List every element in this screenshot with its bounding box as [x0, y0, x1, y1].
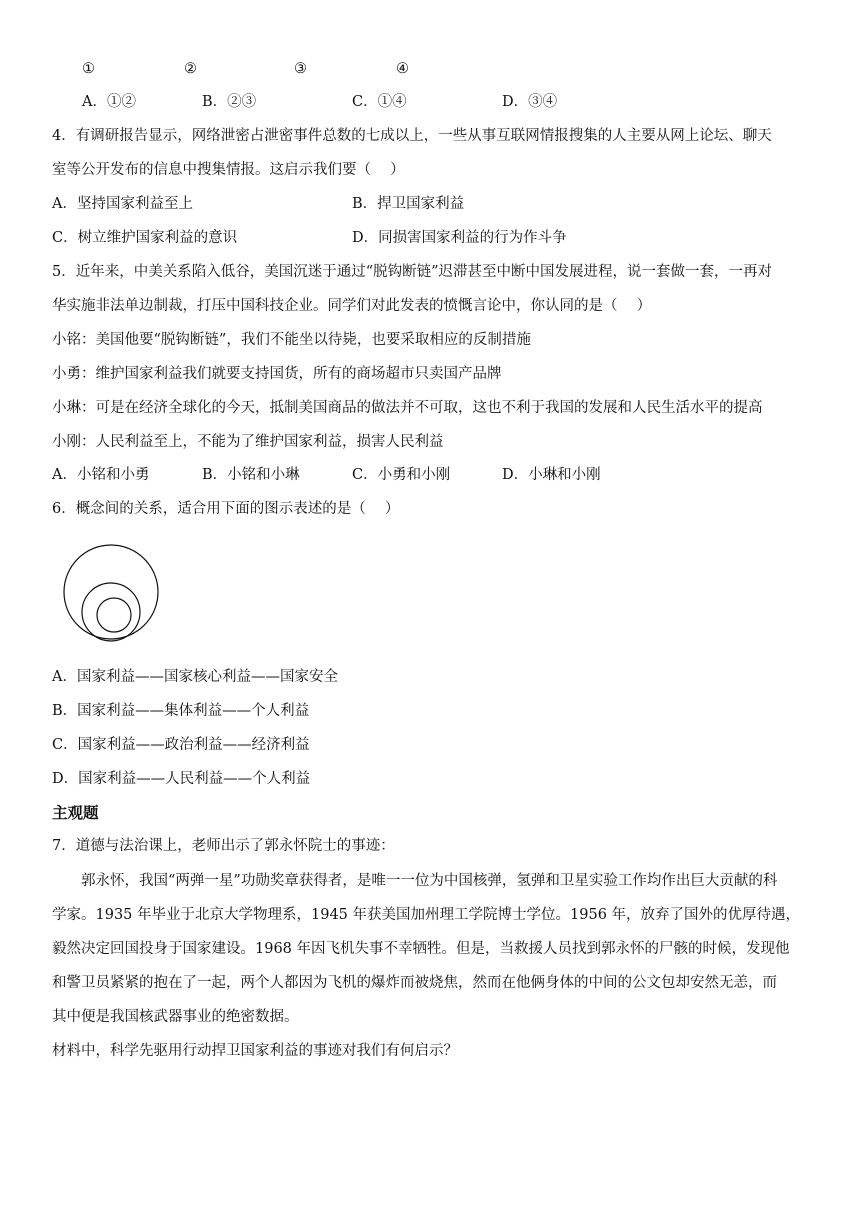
marker-1: ① — [82, 61, 95, 77]
q4-option-b: B．捍卫国家利益 — [352, 196, 465, 212]
q5-stem-line-1: 5．近年来，中美关系陷入低谷，美国沉迷于通过“脱钩断链”迟滞甚至中断中国发展进程，说一套做一套，一再对 — [52, 264, 773, 280]
q3-option-d: D．③④ — [502, 94, 558, 110]
q7-stem: 7．道德与法治课上，老师出示了郭永怀院士的事迹： — [52, 838, 395, 854]
q7-question: 材料中，科学先驱用行动捍卫国家利益的事迹对我们有何启示？ — [52, 1043, 458, 1059]
q4-option-c: C．树立维护国家利益的意识 — [52, 230, 238, 246]
q5-option-c: C．小勇和小刚 — [352, 467, 451, 483]
q5-option-d: D．小琳和小刚 — [502, 467, 601, 483]
q5-statement-4: 小刚：人民利益至上，不能为了维护国家利益，损害人民利益 — [52, 434, 444, 450]
q3-option-c: C．①④ — [352, 94, 407, 110]
q5-option-a: A．小铭和小勇 — [52, 467, 150, 483]
q5-statement-2: 小勇：维护国家利益我们就要支持国货，所有的商场超市只卖国产品牌 — [52, 366, 502, 382]
outer-circle — [64, 545, 158, 639]
q7-material-line-1: 郭永怀，我国“两弹一星”功勋奖章获得者，是唯一一位为中国核弹，氢弹和卫星实验工作均作出巨大贡献的科 — [52, 873, 778, 889]
nested-circles-diagram — [62, 536, 162, 652]
q5-stem-line-2: 华实施非法单边制裁，打压中国科技企业。同学们对此发表的愤慨言论中，你认同的是（ ） — [52, 298, 652, 314]
marker-4: ④ — [396, 61, 409, 77]
marker-3: ③ — [294, 61, 307, 77]
section-title: 主观题 — [52, 804, 99, 822]
q7-material-line-2: 学家。1935 年毕业于北京大学物理系，1945 年获美国加州理工学院博士学位。1956 年，放弃了国外的优厚待遇， — [52, 907, 801, 923]
q5-statement-3: 小琳：可是在经济全球化的今天，抵制美国商品的做法并不可取，这也不利于我国的发展和人民生活水平的提高 — [52, 400, 763, 416]
q3-option-b: B．②③ — [202, 94, 257, 110]
q6-option-d: D．国家利益——人民利益——个人利益 — [52, 771, 311, 787]
q7-material-line-3: 毅然决定回国投身于国家建设。1968 年因飞机失事不幸牺牲。但是，当救援人员找到郭永怀的尸骸的时候，发现他 — [52, 941, 790, 957]
q4-stem-line-1: 4．有调研报告显示，网络泄密占泄密事件总数的七成以上，一些从事互联网情报搜集的人主要从网上论坛、聊天 — [52, 128, 772, 144]
q3-option-a: A．①② — [82, 94, 136, 110]
q7-material-line-4: 和警卫员紧紧的抱在了一起，两个人都因为飞机的爆炸而被烧焦，然而在他俩身体的中间的公文包却安然无恙，而 — [52, 975, 777, 991]
q5-option-b: B．小铭和小琳 — [202, 467, 300, 483]
q6-option-c: C．国家利益——政治利益——经济利益 — [52, 737, 310, 753]
q6-option-b: B．国家利益——集体利益——个人利益 — [52, 703, 310, 719]
q4-stem-line-2: 室等公开发布的信息中搜集情报。这启示我们要（ ） — [52, 162, 405, 178]
q5-statement-1: 小铭：美国他要“脱钩断链”，我们不能坐以待毙，也要采取相应的反制措施 — [52, 332, 531, 348]
inner-circle — [97, 598, 131, 632]
q4-option-a: A．坚持国家利益至上 — [52, 196, 193, 212]
marker-2: ② — [184, 61, 197, 77]
q6-stem: 6．概念间的关系，适合用下面的图示表述的是（ ） — [52, 501, 400, 517]
q6-option-a: A．国家利益——国家核心利益——国家安全 — [52, 669, 338, 685]
q7-material-line-5: 其中便是我国核武器事业的绝密数据。 — [52, 1009, 299, 1025]
q4-option-d: D．同损害国家利益的行为作斗争 — [352, 230, 567, 246]
